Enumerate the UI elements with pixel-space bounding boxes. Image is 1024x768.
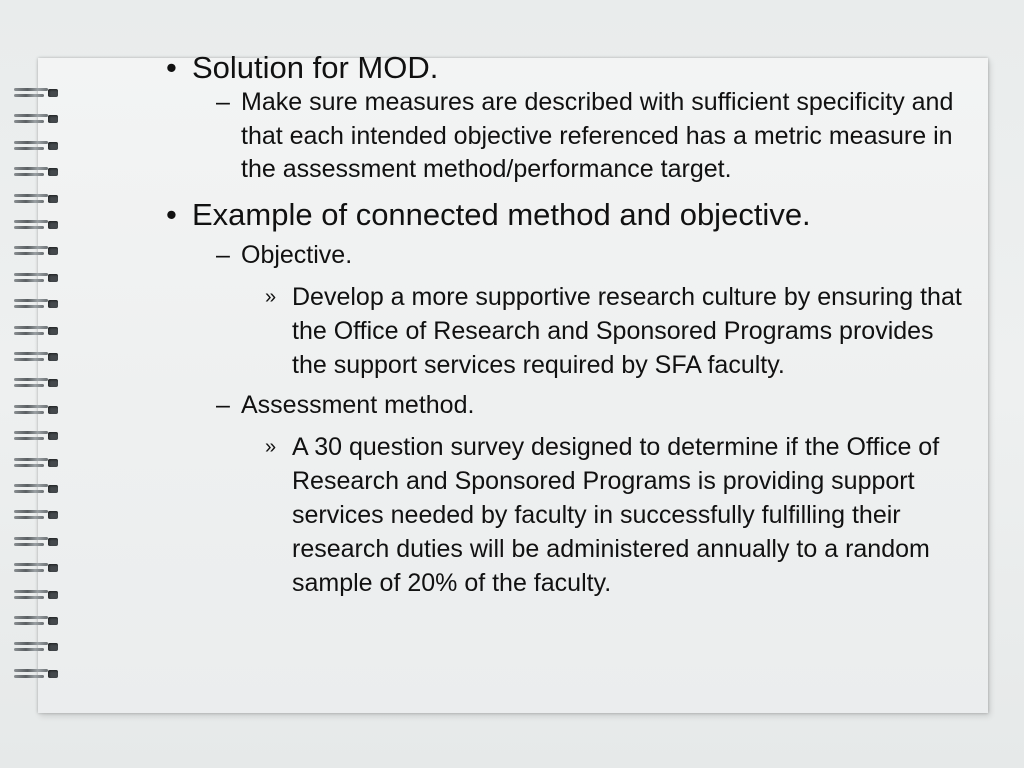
bullet-text: Example of connected method and objective. [192, 196, 811, 232]
bullet-dash-icon: – [216, 88, 230, 116]
spiral-wire [14, 358, 44, 361]
bullet-dash-icon: – [216, 240, 230, 269]
spiral-wire [14, 200, 44, 203]
spiral-wire [14, 648, 44, 651]
sub-bullet-text: Assessment method. [241, 391, 475, 419]
binding-hole [48, 115, 58, 123]
binding-hole [48, 485, 58, 493]
spiral-wire [14, 299, 48, 302]
spiral-ring [14, 561, 62, 575]
spiral-wire [14, 590, 48, 593]
binding-hole [48, 221, 58, 229]
spiral-wire [14, 273, 48, 276]
spiral-wire [14, 464, 44, 467]
spiral-wire [14, 147, 44, 150]
spiral-wire [14, 490, 44, 493]
spiral-wire [14, 279, 44, 282]
sub-bullet-measures [160, 86, 970, 187]
spiral-wire [14, 94, 44, 97]
spiral-wire [14, 226, 44, 229]
binding-hole [48, 274, 58, 282]
spiral-wire [14, 616, 48, 619]
spiral-wire [14, 332, 44, 335]
detail-objective [160, 280, 970, 382]
spiral-ring [14, 218, 62, 232]
binding-hole [48, 538, 58, 546]
binding-hole [48, 643, 58, 651]
spiral-wire [14, 569, 44, 572]
binding-hole [48, 195, 58, 203]
spiral-ring [14, 429, 62, 443]
spiral-ring [14, 667, 62, 681]
binding-hole [48, 406, 58, 414]
spiral-ring [14, 139, 62, 153]
spiral-wire [14, 252, 44, 255]
spiral-ring [14, 165, 62, 179]
slide-content [160, 50, 970, 600]
spiral-wire [14, 194, 48, 197]
bullet-dot-icon: • [166, 50, 177, 85]
spiral-ring [14, 324, 62, 338]
spiral-ring [14, 508, 62, 522]
spiral-wire [14, 411, 44, 414]
binding-hole [48, 459, 58, 467]
bullet-chevron-icon: » [265, 435, 277, 458]
spiral-ring [14, 86, 62, 100]
spiral-ring [14, 192, 62, 206]
spiral-wire [14, 431, 48, 434]
spiral-wire [14, 458, 48, 461]
spiral-ring [14, 588, 62, 602]
detail-assessment [160, 430, 970, 600]
spiral-wire [14, 305, 44, 308]
spiral-ring [14, 244, 62, 258]
binding-hole [48, 511, 58, 519]
spiral-wire [14, 120, 44, 123]
spiral-wire [14, 173, 44, 176]
spiral-ring [14, 614, 62, 628]
spiral-wire [14, 642, 48, 645]
spiral-wire [14, 484, 48, 487]
spiral-ring [14, 482, 62, 496]
bullet-dash-icon: – [216, 391, 230, 419]
spiral-ring [14, 112, 62, 126]
spiral-ring [14, 271, 62, 285]
binding-hole [48, 353, 58, 361]
spiral-ring [14, 535, 62, 549]
spiral-wire [14, 543, 44, 546]
bullet-chevron-icon: » [265, 286, 277, 308]
sub-bullet-objective [160, 239, 970, 273]
spiral-wire [14, 384, 44, 387]
binding-hole [48, 670, 58, 678]
spiral-wire [14, 326, 48, 329]
sub-bullet-text: Objective. [241, 240, 353, 269]
sub-bullet-assessment-method [160, 389, 970, 423]
spiral-ring [14, 297, 62, 311]
spiral-wire [14, 378, 48, 381]
spiral-wire [14, 352, 48, 355]
bullet-solution-for-mod [160, 50, 970, 85]
spiral-ring [14, 640, 62, 654]
binding-hole [48, 379, 58, 387]
spiral-ring [14, 403, 62, 417]
spiral-wire [14, 510, 48, 513]
spiral-wire [14, 114, 48, 117]
binding-hole [48, 432, 58, 440]
spiral-wire [14, 246, 48, 249]
spiral-wire [14, 437, 44, 440]
spiral-wire [14, 220, 48, 223]
detail-text: A 30 question survey designed to determine if the Office of Research and Sponsored Programs is providing support services needed by faculty in successfully fulfilling their research duties will be administered annually to a random sample of 20% of the faculty. [292, 432, 940, 597]
spiral-wire [14, 88, 48, 91]
bullet-text: Solution for MOD. [192, 50, 439, 85]
binding-hole [48, 617, 58, 625]
spiral-ring [14, 456, 62, 470]
binding-hole [48, 591, 58, 599]
spiral-binding [14, 86, 64, 696]
spiral-wire [14, 675, 44, 678]
spiral-wire [14, 405, 48, 408]
bullet-example [160, 197, 970, 232]
spiral-wire [14, 622, 44, 625]
spiral-ring [14, 376, 62, 390]
spiral-wire [14, 516, 44, 519]
spiral-wire [14, 596, 44, 599]
spiral-wire [14, 167, 48, 170]
spiral-ring [14, 350, 62, 364]
sub-bullet-text: Make sure measures are described with sufficient specificity and that each intended objective referenced has a metric measure in the assessment method/performance target. [241, 88, 954, 183]
detail-text: Develop a more supportive research culture by ensuring that the Office of Research and Sponsored Programs provides the support services required by SFA faculty. [292, 283, 962, 379]
spiral-wire [14, 669, 48, 672]
binding-hole [48, 168, 58, 176]
binding-hole [48, 300, 58, 308]
binding-hole [48, 327, 58, 335]
bullet-dot-icon: • [166, 196, 177, 232]
spiral-wire [14, 141, 48, 144]
spiral-wire [14, 563, 48, 566]
binding-hole [48, 89, 58, 97]
binding-hole [48, 564, 58, 572]
binding-hole [48, 247, 58, 255]
spiral-wire [14, 537, 48, 540]
binding-hole [48, 142, 58, 150]
